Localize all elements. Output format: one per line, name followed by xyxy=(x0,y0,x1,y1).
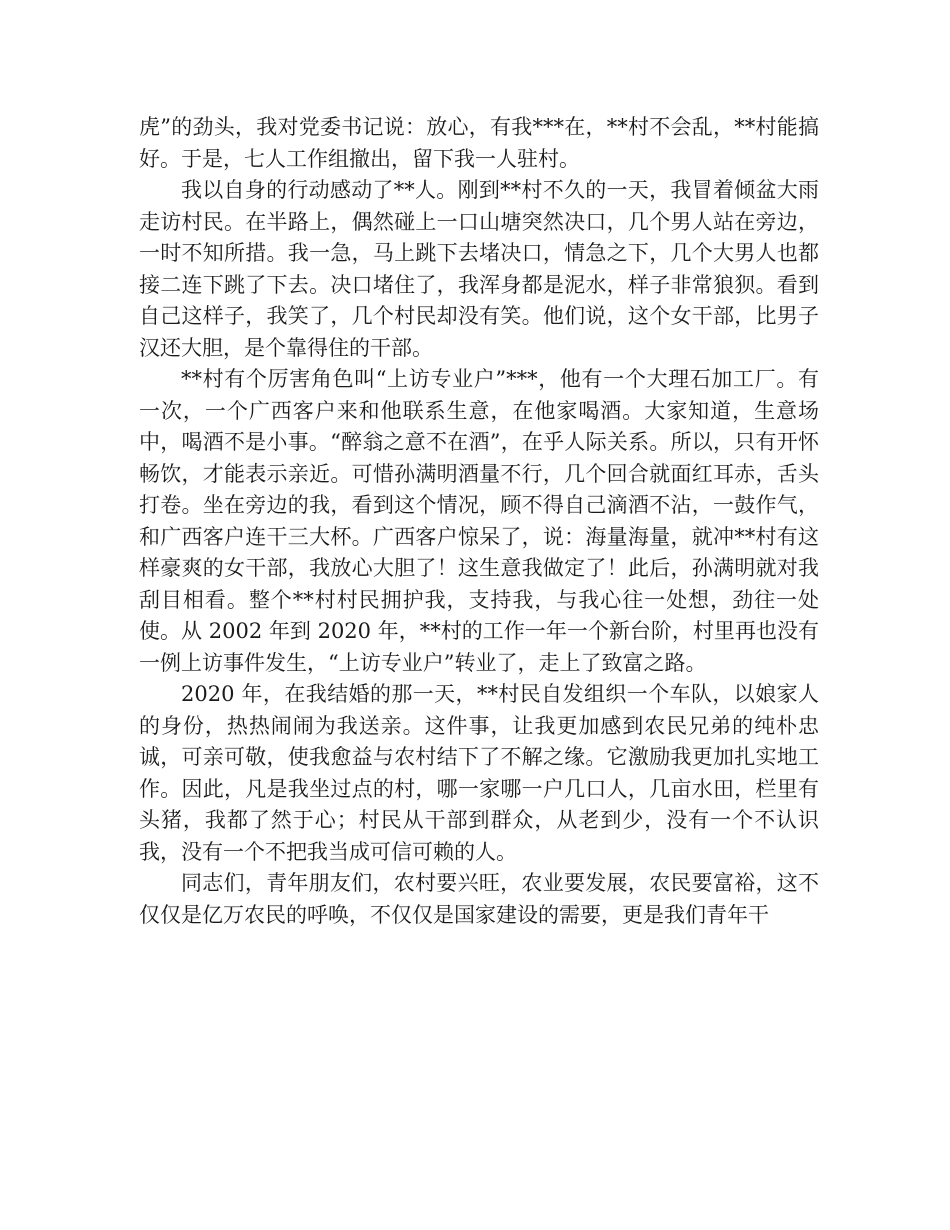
paragraph-1: 虎”的劲头，我对党委书记说：放心，有我***在，**村不会乱，**村能搞好。于是，七人工作组撤出，留下我一人驻村。 xyxy=(139,115,819,171)
paragraph-5: 同志们，青年朋友们，农村要兴旺，农业要发展，农民要富裕，这不仅仅是亿万农民的呼唤，不仅仅是国家建设的需要，更是我们青年干 xyxy=(139,871,819,927)
document-body xyxy=(139,112,819,931)
paragraph-3: **村有个厉害角色叫“上访专业户”***，他有一个大理石加工厂。有一次，一个广西客户来和他联系生意，在他家喝酒。大家知道，生意场中，喝酒不是小事。“醉翁之意不在酒”，在乎人际关系。所以，只有开怀畅饮，才能表示亲近。可惜孙满明酒量不行，几个回合就面红耳赤，舌头打卷。坐在旁边的我，看到这个情况，顾不得自己滴酒不沾，一鼓作气，和广西客户连干三大杯。广西客户惊呆了，说：海量海量，就冲**村有这样豪爽的女干部，我放心大胆了！这生意我做定了！此后，孙满明就对我刮目相看。整个**村村民拥护我，支持我，与我心往一处想，劲往一处使。从 2002 年到 2020 年，**村的工作一年一个新台阶，村里再也没有一例上访事件发生，“上访专业户”转业了，走上了致富之路。 xyxy=(139,367,819,675)
paragraph-2: 我以自身的行动感动了**人。刚到**村不久的一天，我冒着倾盆大雨走访村民。在半路上，偶然碰上一口山塘突然决口，几个男人站在旁边，一时不知所措。我一急，马上跳下去堵决口，情急之下，几个大男人也都接二连下跳了下去。决口堵住了，我浑身都是泥水，样子非常狼狈。看到自己这样子，我笑了，几个村民却没有笑。他们说，这个女干部，比男子汉还大胆，是个靠得住的干部。 xyxy=(139,178,819,360)
paragraph-4: 2020 年，在我结婚的那一天，**村民自发组织一个车队，以娘家人的身份，热热闹闹为我送亲。这件事，让我更加感到农民兄弟的纯朴忠诚，可亲可敬，使我愈益与农村结下了不解之缘。它激励我更加扎实地工作。因此，凡是我坐过点的村，哪一家哪一户几口人，几亩水田，栏里有头猪，我都了然于心；村民从干部到群众，从老到少，没有一个不认识我，没有一个不把我当成可信可赖的人。 xyxy=(139,682,819,864)
